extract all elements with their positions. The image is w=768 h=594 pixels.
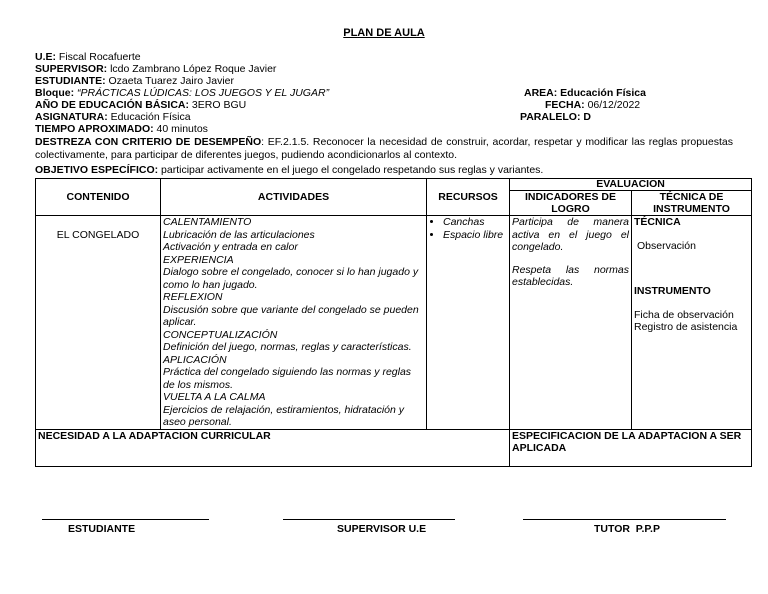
tiempo-value: 40 minutos xyxy=(153,123,208,135)
actividad-item: EXPERIENCIA xyxy=(163,253,234,266)
destreza-label: DESTREZA CON CRITERIO DE DESEMPEÑO xyxy=(35,136,262,148)
tecnica-cell xyxy=(632,216,752,430)
tutor-signature-label: TUTOR P.P.P xyxy=(594,523,660,535)
actividades-cell xyxy=(161,216,427,430)
contenido-cell: EL CONGELADO xyxy=(36,216,161,430)
tecnica-value: Observación xyxy=(637,239,696,252)
ue-label: U.E: xyxy=(35,51,56,63)
objetivo-label: OBJETIVO ESPECÍFICO: xyxy=(35,164,159,176)
asignatura-label: ASIGNATURA: xyxy=(35,111,108,123)
instrumento-value: Registro de asistencia xyxy=(634,321,738,333)
asignatura-value: Educación Física xyxy=(107,111,191,123)
header-contenido: CONTENIDO xyxy=(36,179,161,216)
actividad-item: REFLEXION xyxy=(163,291,223,303)
indicador-item: Participa de manera activa en el juego el congelado. xyxy=(512,216,629,253)
actividad-item: Lubricación de las articulaciones xyxy=(163,228,315,241)
header-recursos: RECURSOS xyxy=(427,179,510,216)
anio-label: AÑO DE EDUCACIÓN BÁSICA: xyxy=(35,99,190,111)
header-indicadores: INDICADORES DE LOGRO xyxy=(510,191,632,216)
tutor-signature-line xyxy=(523,519,726,520)
especificacion-cell: ESPECIFICACION DE LA ADAPTACION A SER APLICADA xyxy=(510,429,752,466)
actividad-item: Práctica del congelado siguiendo las normas y reglas de los mismos. xyxy=(163,366,412,391)
paralelo-row xyxy=(520,111,591,124)
actividad-item: CALENTAMIENTO xyxy=(163,216,252,228)
objetivo-row xyxy=(35,164,543,177)
supervisor-label: SUPERVISOR: xyxy=(35,63,108,75)
plan-table xyxy=(35,178,752,467)
estudiante-signature-line xyxy=(42,519,209,520)
supervisor-signature-label: SUPERVISOR U.E xyxy=(337,523,427,535)
actividad-item: Definición del juego, normas, reglas y características. xyxy=(163,341,412,353)
header-actividades: ACTIVIDADES xyxy=(161,179,427,216)
indicadores-cell xyxy=(510,216,632,430)
header-evaluacion: EVALUACION xyxy=(510,179,752,191)
destreza-value: : EF.2.1.5. Reconocer la necesidad de construir, acordar, respetar y modificar las reglas propuestas colectivamente, para participar de diferentes juegos, pudiendo acondicionarlos al contexto. xyxy=(35,136,733,161)
bloque-value: “PRÁCTICAS LÚDICAS: LOS JUEGOS Y EL JUGAR” xyxy=(74,87,330,99)
recursos-list xyxy=(429,216,507,241)
estudiante-value: Ozaeta Tuarez Jairo Javier xyxy=(105,75,234,87)
tiempo-label: TIEMPO APROXIMADO: xyxy=(35,123,154,135)
estudiante-signature-label: ESTUDIANTE xyxy=(68,523,136,535)
anio-value: 3ERO BGU xyxy=(189,99,247,111)
fecha-value: 06/12/2022 xyxy=(584,99,641,111)
supervisor-value: lcdo Zambrano López Roque Javier xyxy=(107,63,277,75)
ue-value: Fiscal Rocafuerte xyxy=(56,51,141,63)
page-title: PLAN DE AULA xyxy=(343,27,425,39)
actividad-item: Dialogo sobre el congelado, conocer si lo han jugado y como lo han jugado. xyxy=(163,266,419,291)
actividad-item: Activación y entrada en calor xyxy=(163,241,298,253)
actividad-item: APLICACIÓN xyxy=(163,353,227,366)
header-tecnica: TÉCNICA DE INSTRUMENTO xyxy=(632,191,752,216)
area-label: AREA: xyxy=(524,87,558,99)
recursos-cell xyxy=(427,216,510,430)
fecha-label: FECHA: xyxy=(545,99,585,111)
recurso-item: • Espacio libre xyxy=(443,229,507,242)
paralelo-label: PARALELO: D xyxy=(520,111,591,123)
actividad-item: Discusión sobre que variante del congelado se pueden aplicar. xyxy=(163,303,419,328)
indicador-item: Respeta las normas establecidas. xyxy=(512,263,629,288)
estudiante-label: ESTUDIANTE: xyxy=(35,75,106,87)
supervisor-signature-line xyxy=(283,519,455,520)
tecnica-label: TÉCNICA xyxy=(634,216,681,228)
tiempo-row xyxy=(35,123,208,136)
actividad-item: VUELTA A LA CALMA xyxy=(163,391,266,403)
bloque-label: Bloque: xyxy=(35,87,75,99)
actividad-item: Ejercicios de relajación, estiramientos, hidratación y aseo personal. xyxy=(163,403,405,428)
actividad-item: CONCEPTUALIZACIÓN xyxy=(163,328,278,341)
destreza-block xyxy=(35,136,733,162)
area-value: Educación Física xyxy=(557,87,646,99)
instrumento-value: Ficha de observación xyxy=(634,308,734,321)
instrumento-label: INSTRUMENTO xyxy=(634,285,711,297)
recurso-item: • Canchas xyxy=(443,216,507,229)
objetivo-value: participar activamente en el juego el congelado respetando sus reglas y variantes. xyxy=(158,164,544,176)
necesidad-cell: NECESIDAD A LA ADAPTACION CURRICULAR xyxy=(36,429,510,466)
